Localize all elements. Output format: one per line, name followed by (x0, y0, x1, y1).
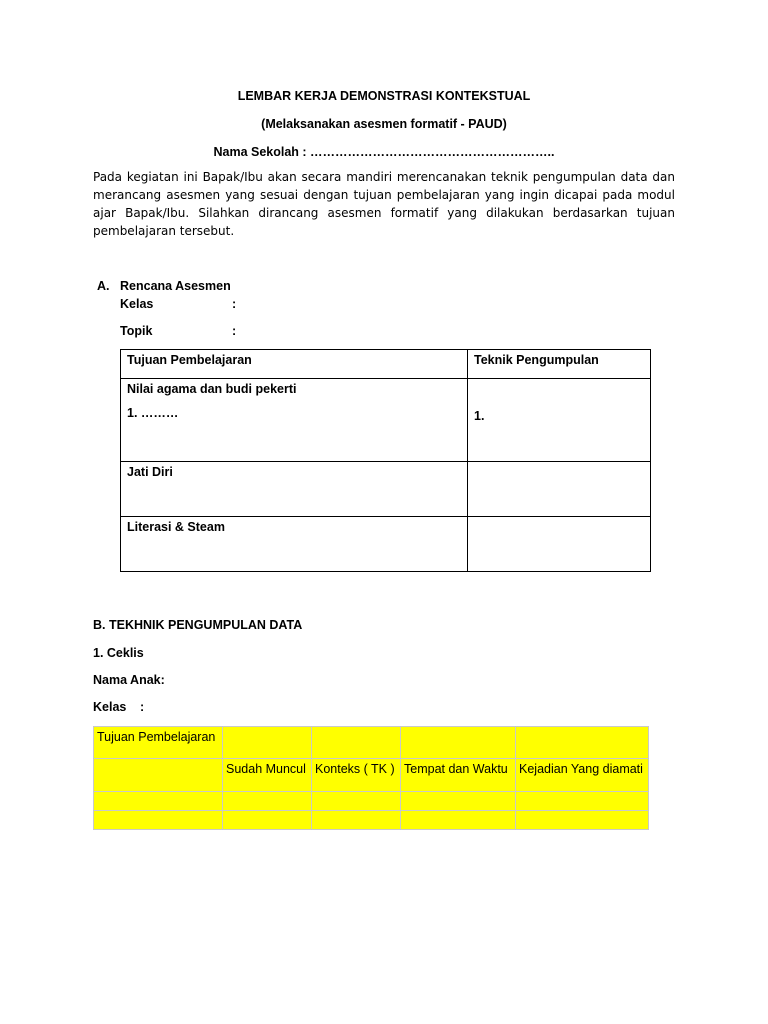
document-subtitle: (Melaksanakan asesmen formatif - PAUD) (261, 117, 507, 131)
header-tujuan: Tujuan Pembelajaran (94, 727, 223, 759)
empty-cell[interactable] (94, 792, 223, 811)
empty-cell[interactable] (312, 727, 401, 759)
kelas-b-label: Kelas (93, 700, 127, 714)
table-row (121, 517, 651, 572)
table-row (121, 462, 651, 517)
empty-cell[interactable] (516, 811, 649, 830)
nama-anak-label: Nama Anak: (93, 673, 165, 687)
kelas-b-colon: : (140, 700, 145, 714)
empty-cell[interactable] (223, 811, 312, 830)
empty-cell[interactable] (401, 727, 516, 759)
row-item: 1. ……… (127, 406, 179, 420)
school-name-field: Nama Sekolah : ………………………………………………….. (213, 145, 555, 159)
topik-colon: : (232, 324, 237, 338)
section-a-marker: A. (97, 279, 110, 293)
table-header-row (121, 350, 651, 379)
row-title: Nilai agama dan budi pekerti (127, 382, 297, 396)
empty-cell[interactable] (312, 792, 401, 811)
checklist-table (93, 726, 649, 830)
cell-nilai-agama[interactable] (121, 379, 468, 462)
cell-jati-diri[interactable]: Jati Diri (121, 462, 468, 517)
section-a-title: Rencana Asesmen (120, 279, 231, 293)
header-kejadian: Kejadian Yang diamati (516, 759, 649, 792)
ceklis-label: 1. Ceklis (93, 646, 144, 660)
kelas-colon: : (232, 297, 237, 311)
assessment-plan-table (120, 349, 651, 572)
table-row (94, 727, 649, 759)
empty-cell[interactable] (516, 792, 649, 811)
empty-cell[interactable] (94, 759, 223, 792)
cell-teknik-3[interactable] (468, 517, 651, 572)
empty-cell[interactable] (401, 811, 516, 830)
header-teknik-pengumpulan: Teknik Pengumpulan (468, 350, 651, 379)
empty-cell[interactable] (223, 727, 312, 759)
empty-cell[interactable] (223, 792, 312, 811)
intro-paragraph: Pada kegiatan ini Bapak/Ibu akan secara mandiri merencanakan teknik pengumpulan data dan merancang asesmen yang sesuai dengan tujuan pembelajaran yang ingin dicapai pada modul ajar Bapak/Ibu. Silahkan dirancang asesmen formatif yang dilakukan berdasarkan tujuan pembelajaran tersebut. (93, 170, 675, 238)
table-row (94, 792, 649, 811)
header-sudah-muncul: Sudah Muncul (223, 759, 312, 792)
empty-cell[interactable] (516, 727, 649, 759)
topik-label: Topik (120, 324, 153, 338)
cell-teknik-2[interactable] (468, 462, 651, 517)
table-row (121, 379, 651, 462)
section-b-title: B. TEKHNIK PENGUMPULAN DATA (93, 618, 303, 632)
kelas-label: Kelas (120, 297, 154, 311)
header-tempat-waktu: Tempat dan Waktu (401, 759, 516, 792)
document-title: LEMBAR KERJA DEMONSTRASI KONTEKSTUAL (237, 89, 531, 103)
header-konteks: Konteks ( TK ) (312, 759, 401, 792)
empty-cell[interactable] (401, 792, 516, 811)
table-row (94, 759, 649, 792)
row-item: 1. (474, 409, 485, 423)
cell-literasi-steam[interactable]: Literasi & Steam (121, 517, 468, 572)
cell-teknik-1[interactable] (468, 379, 651, 462)
empty-cell[interactable] (312, 811, 401, 830)
table-row (94, 811, 649, 830)
empty-cell[interactable] (94, 811, 223, 830)
header-tujuan-pembelajaran: Tujuan Pembelajaran (121, 350, 468, 379)
